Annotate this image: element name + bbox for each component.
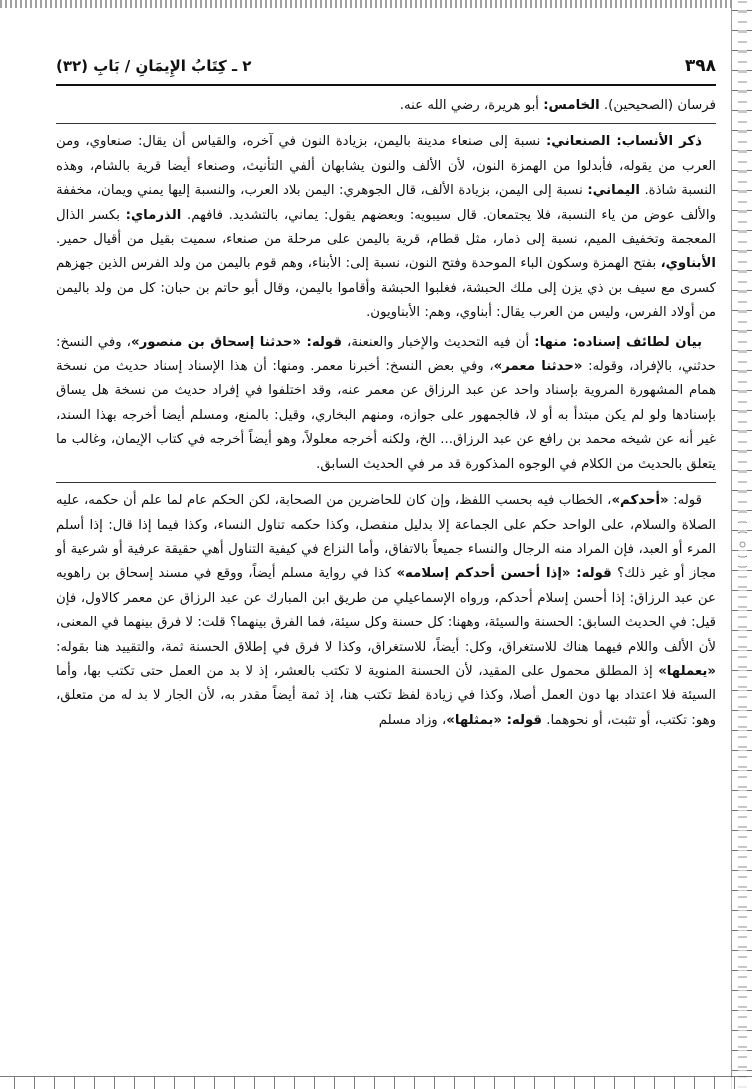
bold-term: «أحدكم»	[611, 493, 669, 509]
page-binding-edge	[731, 0, 752, 1089]
bold-term: الصنعاني:	[545, 134, 611, 150]
text-run: إذ المطلق محمول على المقيد، لأن الحسنة المنوية لا تكتب بالعشر، إذ لا بد من العمل حتى تكتب بها، وأما السيئة فلا اعتداد بها دون العمل أصلا، وكذا في زيادة لفظ تكتب هنا، إذ ثمة أيضاً مقدر به، لأن الجار لا بد له من متعلق، وهو: تكتب، أو تثبت، أو نحوهما.	[56, 663, 716, 728]
text-run: ، الخطاب فيه بحسب اللفظ، وإن كان للحاضرين من الصحابة، لكن الحكم عام لما علم أن حكمه، عليه الصلاة والسلام، على الواحد حكم على الجماعة إلا بدليل منفصل، وكذا حكمه تناول النساء، وكذا فيما إذا قال: إذا أسلم المرء أو العبد، فإن المراد منه الرجال والنساء جميعاً بالاتفاق، وأما النزاع في كيفية التناول أهي حقيقة عرفية أو شرعية أو مجاز أو غير ذلك؟	[56, 493, 716, 582]
page-number: ٣٩٨	[684, 56, 716, 76]
bold-term: الأبناوي،	[660, 256, 716, 272]
bold-term: قوله: «بمثلها»	[446, 712, 543, 728]
bold-term: «حدثنا معمر»	[493, 359, 583, 375]
paragraph	[56, 489, 716, 733]
bottom-edge-pattern	[0, 1076, 752, 1089]
text-run: أن فيه التحديث والإخبار والعنعنة،	[341, 334, 535, 350]
text-run: ، وزاد مسلم	[378, 712, 447, 728]
bold-term: اليماني:	[587, 183, 640, 199]
text-run: نسبة إلى صنعاء مدينة باليمن، بزيادة النون في آخره، والقياس أن يقال: صنعاوي، ومن العرب من يقوله، فأبدلوا من الهمزة النون، لأن الألف والنون يشابهان ألفي التأنيث، وصنعاء أيضا قرية بالشام، وهذه النسبة شاذة.	[56, 134, 716, 199]
paragraph	[56, 130, 716, 325]
text-run: كذا في رواية مسلم أيضاً، ووقع في مسند إسحاق بن راهويه عن عبد الرزاق: إذا أحسن إسلام أحدكم، ورواه الإسماعيلي من طريق ابن المبارك عن عبد الرزاق عن معمر كالاول، فإن قيل: في الحديث السابق: الحسنة والسيئة، وههنا: كل حسنة وكل سيئة، فما الفرق بينهما؟ قلت: لا فرق بينهما في المعنى، لأن الألف واللام فيهما هناك للاستغراق، وكل: أيضاً، للاستغراق، وكذا لا فرق في إطلاق الحسنة ثمة، والتقييد هنا بقوله:	[56, 566, 716, 655]
bold-term: قوله: «حدثنا إسحاق بن منصور»	[130, 334, 342, 350]
bold-term: «يعملها»	[658, 663, 716, 679]
text-run: ، وفي بعض النسخ: أخبرنا معمر. ومنها: أن هذا الإسناد إسناد حديث من نسخة همام المشهورة المروية بإسناد واحد عن عبد الرزاق عن معمر عنه، وقد اختلفوا في إفراد حديث من نسخة هل يساق بإسنادها ولو لم يكن مبتدأ به أو لا، فالجمهور على جوازه، ومنهم البخاري، وقيل: بالمنع، ومسلم أيضا أخرجه بهذا السند، غير أنه عن شيخه محمد بن رافع عن عبد الرزاق... الخ، ولكنه أخرجه معلولاً، وهو أيضاً أخرجه في كتاب الإيمان، وغالب ما يتعلق بالحديث من الكلام في الوجوه المذكورة قد مر في الحديث السابق.	[56, 359, 716, 472]
text-run: نسبة إلى اليمن، بزيادة الألف، قال الجوهري: اليمن بلاد العرب، والنسبة إليها يمني ويمان، مخففة والألف عوض من ياء النسبة، فلا يجتمعان. قال سيبويه: وبعضهم يقول: يماني، بالتشديد. فافهم.	[56, 183, 717, 223]
bold-term: الذرماي:	[125, 207, 182, 223]
bold-term: قوله: «إذا أحسن أحدكم إسلامه»	[396, 566, 612, 582]
body-text	[56, 94, 716, 733]
text-run: بفتح الهمزة وسكون الباء الموحدة وفتح النون، نسبة إلى: الأبناء، وهم قوم باليمن من ولد الفرس الذين جهزهم كسرى مع سيف بن ذي يزن إلى ملك الحبشة، فغلبوا الحبشة وأقاموا باليمن، وقال أبو حاتم بن حبان: كل من ولد باليمن من أولاد الفرس، وليس من العرب يقال: أبناوي، وهم: الأبناويون.	[56, 256, 716, 321]
bold-term: بيان لطائف إسناده: منها:	[534, 334, 702, 350]
book-page	[56, 56, 716, 1066]
text-run: فرسان (الصحيحين).	[599, 98, 716, 113]
text-run: أبو هريرة، رضي الله عنه.	[399, 98, 544, 113]
top-edge-dashes	[0, 0, 752, 8]
running-header	[56, 56, 716, 86]
text-run: ، وفي النسخ: حدثني، بالإفراد، وقوله:	[56, 334, 716, 375]
text-run: بكسر الذال المعجمة وتخفيف الميم، نسبة إلى ذمار، مثل قطام، قرية باليمن على مرحلة من صنعاء، سميت بقيل من أقيال حمير.	[56, 207, 716, 248]
bold-term: الخامس:	[543, 98, 600, 113]
paragraph	[56, 94, 716, 118]
text-run: قوله:	[668, 493, 702, 509]
chapter-title: ٢ ـ كِتَابُ الإِيمَانِ / بَابِ (٣٢)	[56, 57, 252, 75]
section-divider	[56, 482, 716, 483]
section-divider	[56, 123, 716, 124]
paragraph	[56, 331, 716, 477]
bold-term: ذكر الأنساب:	[610, 134, 702, 150]
